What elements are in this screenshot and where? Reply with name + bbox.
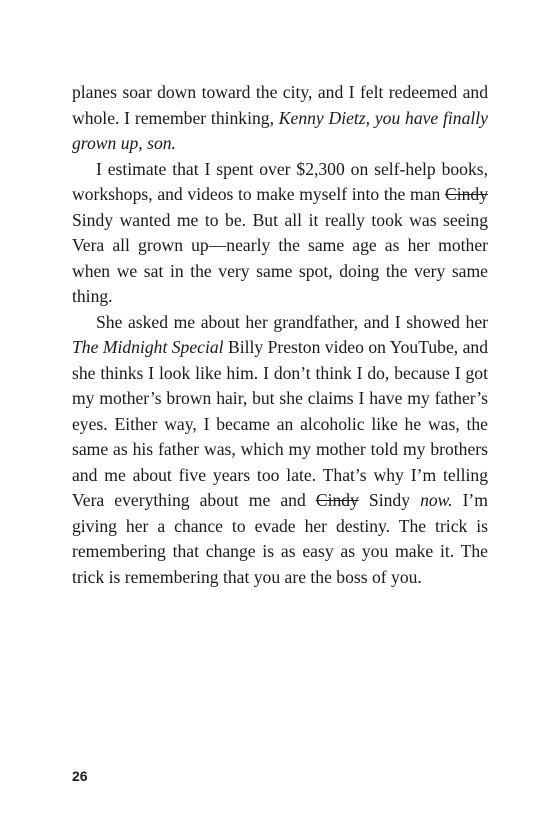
italic-text-segment: The Midnight Special [72,337,224,357]
paragraph-1 [72,80,488,157]
struck-through-name: Cindy [315,490,359,510]
text-segment: Sindy [358,490,421,510]
text-segment: Sindy wanted me to be. But all it really took was seeing Vera all grown up—nearly the same age as her mother when we sat in the very same spot, doing the very same thing. [72,209,488,306]
italic-text-segment: Kenny Dietz, you have finally grown up, son. [72,107,488,153]
text-segment: planes soar down toward the city, and I felt redeemed and whole. I remember thinking, [72,82,488,128]
paragraph-2 [72,157,488,310]
italic-text-segment: now. [420,490,453,510]
text-segment: I’m giving her a chance to evade her destiny. The trick is remembering that change is as easy as you make it. The trick is remembering that you are the boss of you. [72,490,488,587]
struck-through-name: Cindy [444,184,488,204]
text-segment: She asked me about her grandfather, and I showed her [96,311,488,332]
text-segment: I estimate that I spent over $2,300 on self-help books, workshops, and videos to make myself into the man [72,158,488,204]
body-text [72,80,488,590]
paragraph-3 [72,310,488,591]
text-segment: Billy Preston video on YouTube, and she thinks I look like him. I don’t think I do, because I got my mother’s brown hair, but she claims I have my father’s eyes. Either way, I became an alcoholic like he was, the same as his father was, which my mother told my brothers and me about five years too late. That’s why I’m telling Vera everything about me and [72,337,488,510]
page-number: 26 [72,768,88,784]
